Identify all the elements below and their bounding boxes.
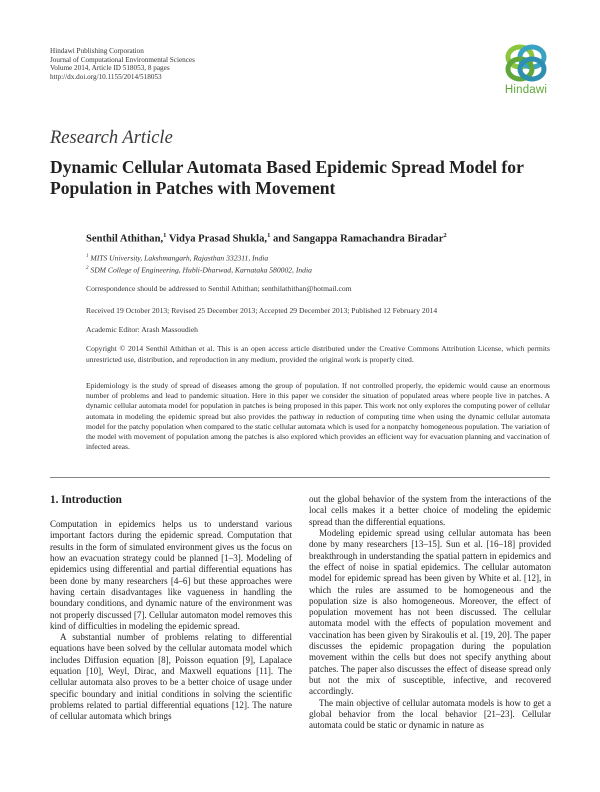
paragraph: A substantial number of problems relating to differential equations have been solved by the cellular automata model which includes Diffusion equation [8], Poisson equation [9], Lapalace equation [10], Weyl, Dirac, and Maxwell equations [11]. The cellular automata also proves to be a better choice of usage under specific boundary and initial conditions in solving the scientific problems related to partial differential equations [12]. The nature of cellular automata which brings [50, 632, 292, 722]
affiliation-1: $^1$ MITS University, Lakshmangarh, Rajasthan 332311, India [86, 253, 269, 263]
paragraph: Modeling epidemic spread using cellular automata has been done by many researchers [13–15]. Sun et al. [16–18] provided breakthrough in understanding the spatial pattern in epidemics and the effect of noise in spatial epidemics. The cellular automaton model for epidemic spread has been given by White et al. [12], in which the rules are assumed to be homogeneous and the population size is also homogeneous. Moreover, the effect of population movement has not been discussed. The cellular automata model with the effects of population movement and vaccination has been given by Sirakoulis et al. [19, 20]. The paper discusses the epidemic propagation during the population movement within the cells but does not specify anything about patches. The paper also discusses the effect of disease spread only but not the mix of susceptible, infective, and recovered accordingly. [309, 527, 551, 697]
title-line-1: Dynamic Cellular Automata Based Epidemic Spread Model for [50, 157, 524, 177]
journal-header [50, 47, 195, 81]
correspondence: Correspondence should be addressed to Senthil Athithan; senthilathithan@hotmail.com [86, 284, 352, 293]
section-divider [50, 477, 550, 478]
paper-title [50, 157, 570, 199]
section-heading: 1. Introduction [50, 494, 122, 506]
hindawi-logo-icon [503, 42, 549, 86]
paragraph: out the global behavior of the system from the interactions of the local cells makes it a better choice of modeling the epidemic spread than the differential equations. [309, 494, 551, 527]
author-3[interactable]: and Sangappa Ramachandra Biradar [270, 233, 444, 245]
logo-wordmark: Hindawi [504, 84, 548, 96]
hindawi-logo[interactable] [496, 42, 556, 104]
author-2-affil: 1 [267, 232, 271, 239]
author-list [86, 232, 447, 245]
body-column-left [50, 494, 292, 723]
title-line-2: Population in Patches with Movement [50, 178, 336, 198]
article-type: Research Article [50, 128, 173, 148]
paragraph: Computation in epidemics helps us to understand various important factors during the epidemic spread. Computation that results in the form of simulated environment gives us the focus on how an evacuation strategy could be planned [1–3]. Modeling of epidemics using differential and partial differential equations has been done by many researchers [4–6] but these approaches were having certain disadvantages like vagueness in handling the boundary conditions, and dynamic nature of the environment was not properly discussed [7]. Cellular automaton model removes this kind of difficulties in modeling the epidemic spread. [50, 519, 292, 631]
copyright-notice: Copyright © 2014 Senthil Athithan et al. This is an open access article distributed under the Creative Commons Attribution License, which permits unrestricted use, distribution, and reproduction in any medium, provided the original work is properly cited. [86, 344, 550, 364]
paragraph: The main objective of cellular automata models is how to get a global behavior from the local behavior [21–23]. Cellular automata could be static or dynamic in nature as [309, 697, 551, 731]
affiliation-2: $^2$ SDM College of Engineering, Hubli-Dharwad, Karnataka 580002, India [86, 265, 312, 275]
author-2[interactable]: Vidya Prasad Shukla, [166, 233, 268, 245]
abstract: Epidemiology is the study of spread of diseases among the group of population. If not controlled properly, the epidemic would cause an enormous number of problems and lead to pandemic situation. Here in this paper we consider the situation of populated areas where people live in patches. A dynamic cellular automata model for population in patches is being proposed in this paper. This work not only explores the computing power of cellular automata in modeling the epidemic spread but also provides the pathway in reduction of computing time when using the dynamic cellular automata model for the patchy population when compared to the static cellular automata which is used for a nonpatchy homogeneous population. The variation of the model with movement of population among the patches is also explored which provides an efficient way for evacuation planning and vaccination of infected areas. [86, 381, 550, 452]
academic-editor: Academic Editor: Arash Massoudieh [86, 325, 198, 334]
publication-dates: Received 19 October 2013; Revised 25 December 2013; Accepted 29 December 2013; Published 12 February 2014 [86, 306, 438, 315]
doi-link[interactable]: http://dx.doi.org/10.1155/2014/518053 [50, 72, 162, 81]
affiliations [86, 252, 312, 276]
publisher-line: Hindawi Publishing Corporation [50, 47, 144, 55]
author-1-affil: 1 [163, 232, 167, 239]
author-1[interactable]: Senthil Athithan, [86, 233, 164, 245]
body-column-right [309, 494, 551, 732]
journal-name: Journal of Computational Environmental Sciences [50, 55, 195, 64]
volume-line: Volume 2014, Article ID 518053, 8 pages [50, 64, 170, 73]
author-3-affil: 2 [443, 232, 447, 239]
